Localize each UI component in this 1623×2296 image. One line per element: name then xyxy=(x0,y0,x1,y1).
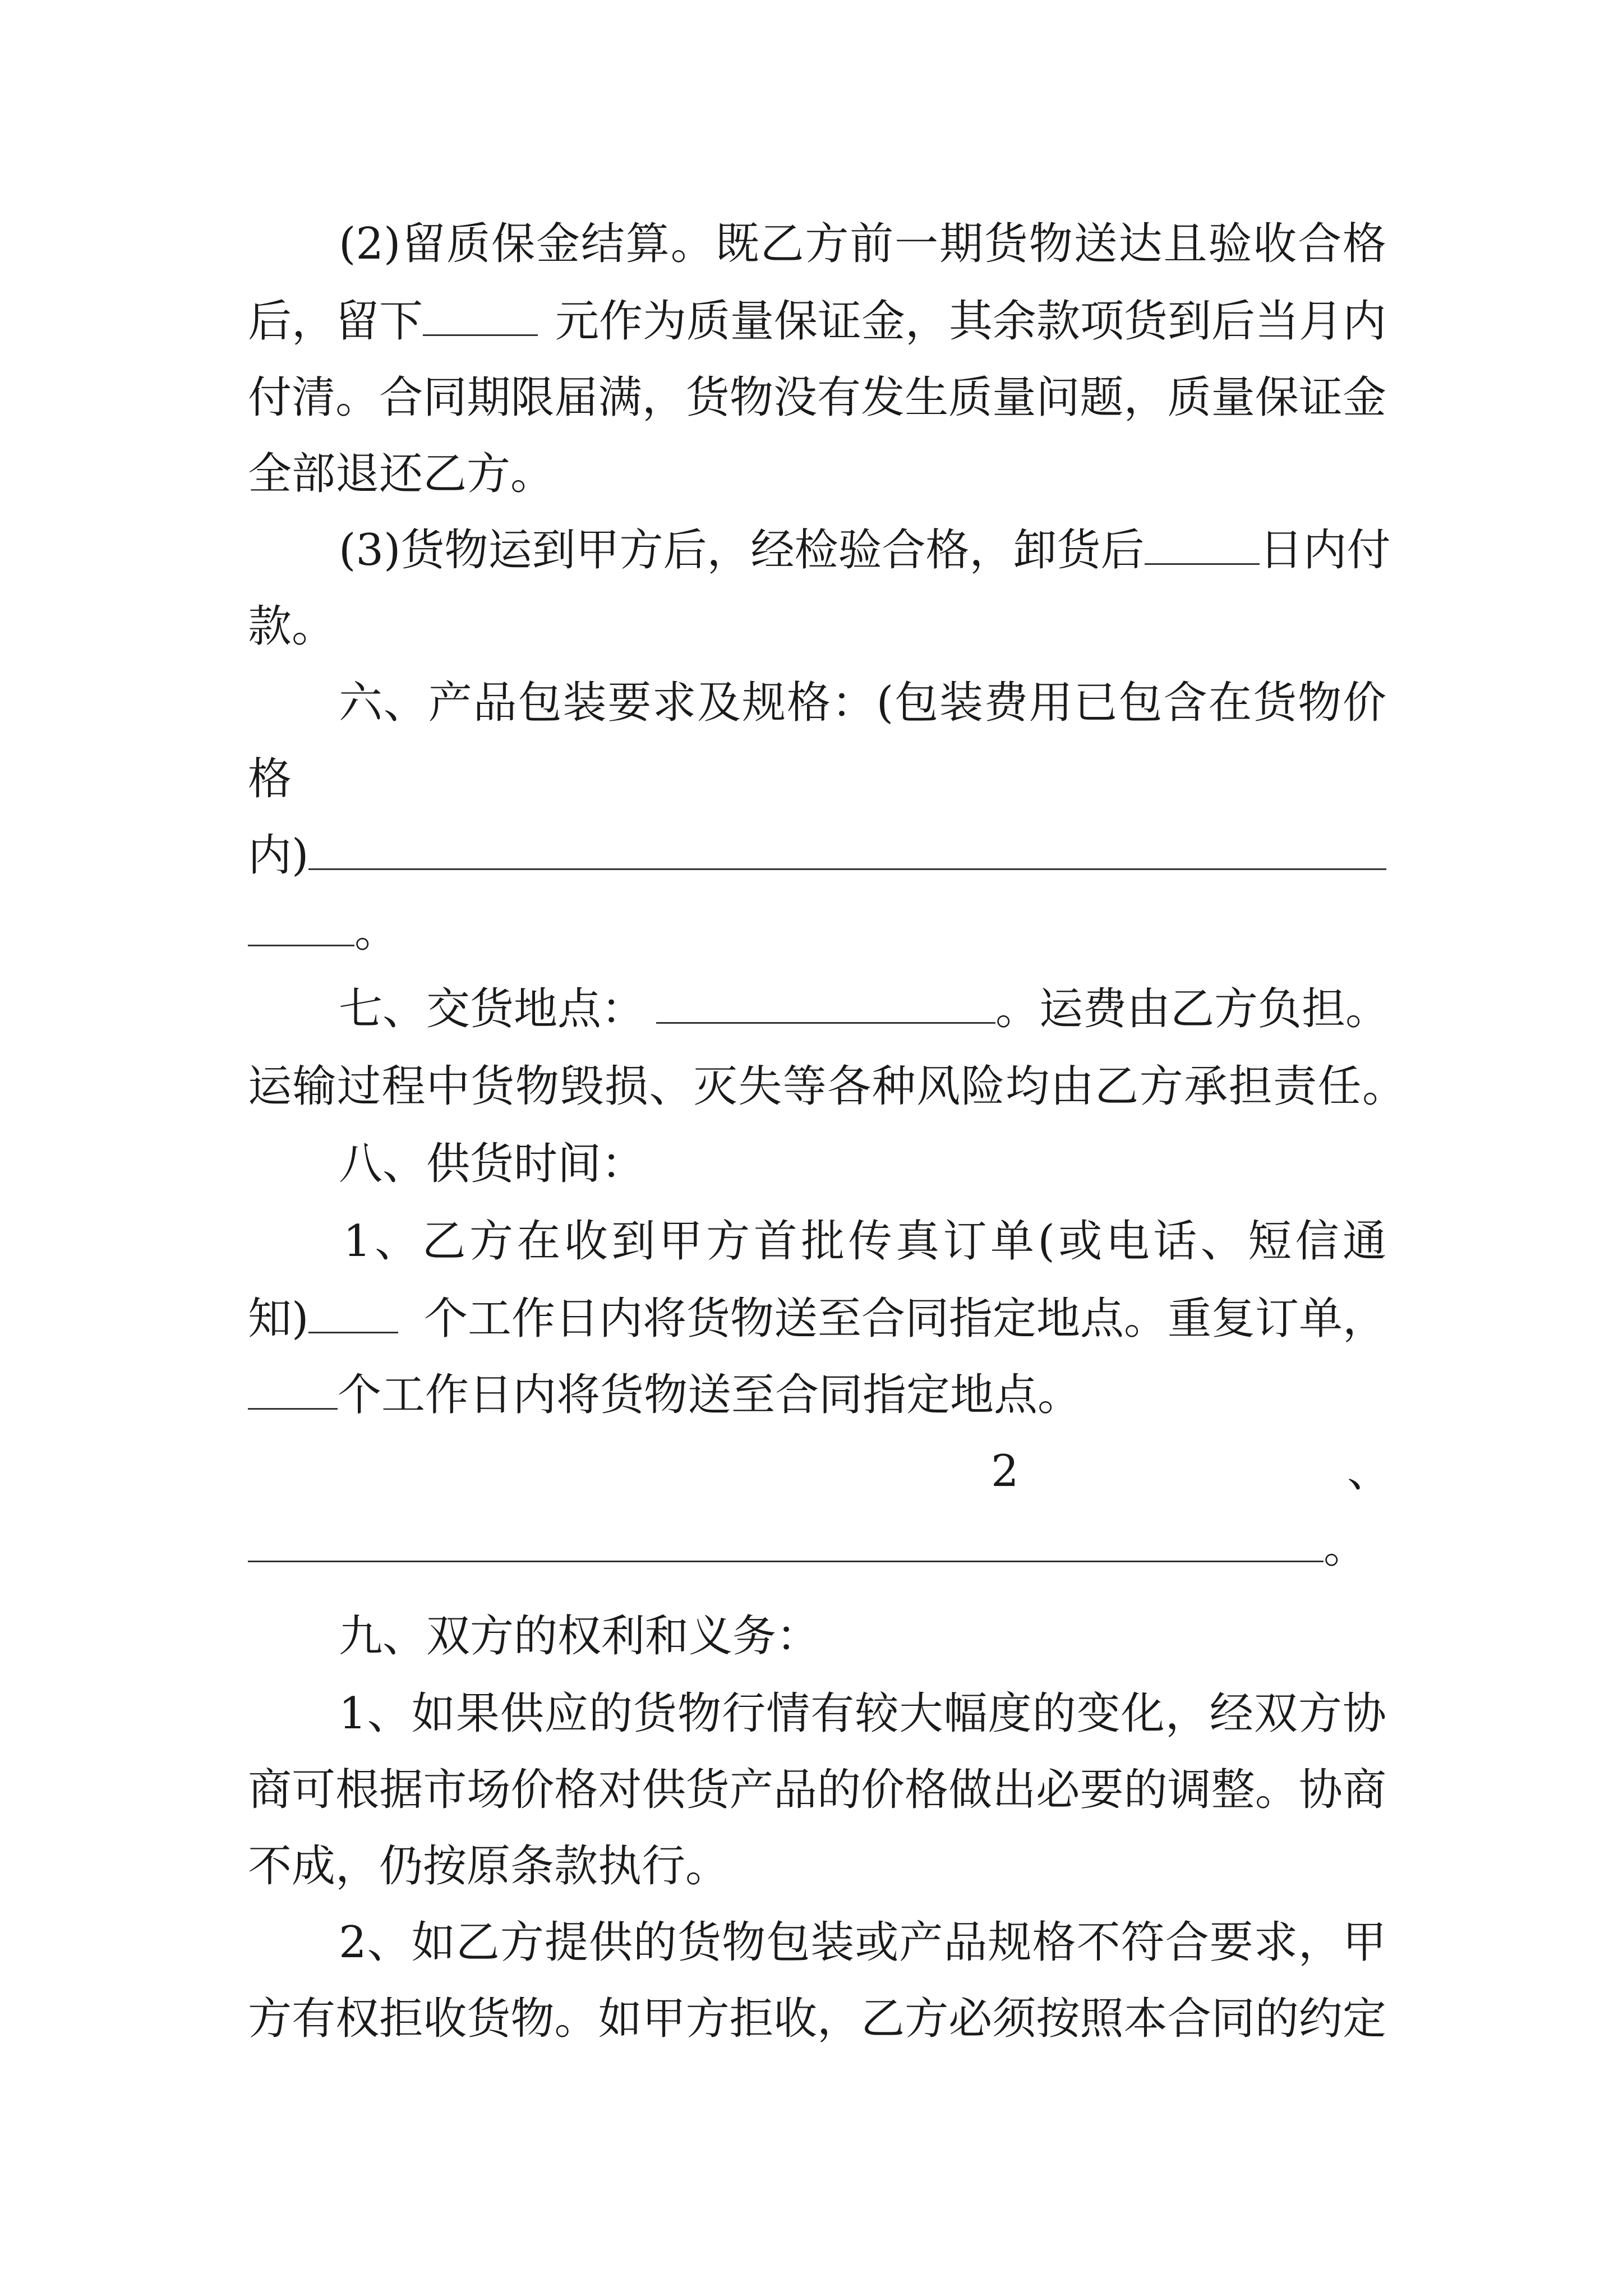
payment-days-blank[interactable] xyxy=(1145,526,1260,565)
first-order-days-blank[interactable] xyxy=(308,1295,398,1333)
rights-item1-line3: 不成，仍按原条款执行。 xyxy=(248,1841,730,1892)
packaging-heading-line: 六、产品包装要求及规格：(包装费用已包含在货物价 xyxy=(339,678,1386,728)
settlement-line-4: 全部退还乙方。 xyxy=(248,449,555,499)
settlement-line-1: (2)留质保金结算。既乙方前一期货物送达且验收合格 xyxy=(339,219,1386,269)
rights-item1-line1: 1、如果供应的货物行情有较大幅度的变化，经双方协 xyxy=(339,1688,1386,1739)
rights-item2-line2: 方有权拒收货物。如甲方拒收，乙方必须按照本合同的约定 xyxy=(248,1994,1386,2044)
settlement-line-2: 后，留下 元作为质量保证金，其余款项货到后当月内 xyxy=(248,296,1386,347)
payment-line-2: 款。 xyxy=(248,601,336,652)
supply-item2-blank[interactable] xyxy=(248,1524,1324,1562)
supply-time-item2-line1: 2 、 xyxy=(991,1446,1391,1497)
supply-time-item1-line3: 个工作日内将货物送至合同指定地点。 xyxy=(248,1367,1386,1423)
packaging-spec-blank[interactable] xyxy=(308,831,1386,870)
deposit-amount-blank[interactable] xyxy=(423,297,538,336)
supply-time-item1-line1: 1、乙方在收到甲方首批传真订单(或电话、短信通 xyxy=(343,1216,1386,1267)
supply-time-item2-line2: 。 xyxy=(248,1520,1386,1576)
delivery-line-2: 运输过程中货物毁损、灭失等各种风险均由乙方承担责任。 xyxy=(248,1061,1406,1112)
supply-time-heading: 八、供货时间： xyxy=(339,1139,645,1189)
settlement-line-3: 付清。合同期限届满，货物没有发生质量问题，质量保证金 xyxy=(248,372,1386,423)
rights-item1-line2: 商可根据市场价格对供货产品的价格做出必要的调整。协商 xyxy=(248,1765,1386,1815)
rights-item2-line1: 2、如乙方提供的货物包装或产品规格不符合要求，甲 xyxy=(339,1917,1386,1968)
repeat-order-days-blank[interactable] xyxy=(248,1371,338,1410)
packaging-spec-blank-cont[interactable] xyxy=(248,908,354,946)
delivery-line-1: 七、交货地点： 。运费由乙方负担。 xyxy=(339,984,1390,1034)
delivery-location-blank[interactable] xyxy=(656,985,995,1024)
packaging-line-4: 。 xyxy=(248,904,1386,960)
packaging-line-3: 内) xyxy=(248,827,1386,884)
rights-heading: 九、双方的权利和义务： xyxy=(339,1611,820,1662)
packaging-line-2: 格 xyxy=(248,754,292,804)
supply-time-item1-line2: 知) 个工作日内将货物送至合同指定地点。重复订单， xyxy=(248,1294,1386,1344)
payment-line-1: (3)货物运到甲方后，经检验合格，卸货后 日内付 xyxy=(339,525,1391,576)
